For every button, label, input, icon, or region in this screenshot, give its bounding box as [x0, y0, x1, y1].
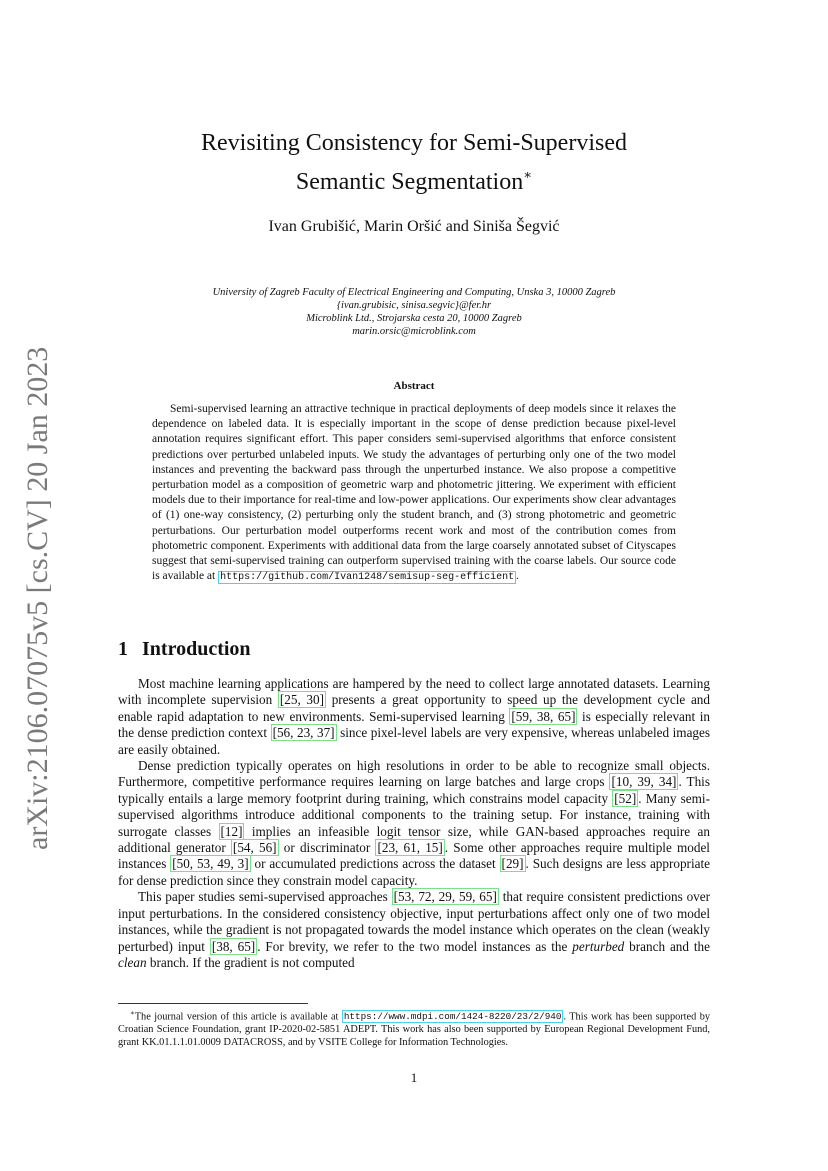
citation-link[interactable]: [56, 23, 37]	[272, 725, 335, 741]
citation-link[interactable]: [10, 39, 34]	[611, 774, 677, 790]
text-run: . This typically entails a large memory footprint during training, which constrains model capacity	[118, 774, 710, 806]
paragraph	[118, 758, 710, 889]
title-line-1: Revisiting Consistency for Semi-Supervised	[201, 130, 627, 156]
affiliation-line: Microblink Ltd., Strojarska cesta 20, 10000 Zagreb	[306, 313, 522, 324]
citation-link[interactable]: [59, 38, 65]	[511, 708, 576, 724]
text-run: that require consistent predictions over input perturbations. In the considered consistency objective, input perturbations affect only one of two model instances, while the gradient is not propagated towards the model instance which operates on the clean (weakly perturbed) input	[118, 889, 710, 954]
text-run: or discriminator	[278, 840, 376, 856]
text-run: Dense prediction typically operates on high resolutions in order to be able to recognize small objects. Furthermore, competitive performance requires learning on large batches and large crops	[118, 758, 710, 790]
body-text	[118, 676, 710, 971]
text-run: branch and the	[624, 938, 711, 954]
title-line-2: Semantic Segmentation	[295, 169, 524, 195]
citation-link[interactable]: [50, 53, 49, 3]	[172, 856, 249, 872]
text-run: since pixel-level labels are very expensive, whereas unlabeled images are easily obtained.	[118, 725, 710, 757]
affiliation-email: marin.orsic@microblink.com	[352, 326, 476, 337]
abstract-text: Semi-supervised learning an attractive technique in practical deployments of deep models since it relaxes the dependence on labeled data. It is especially important in the scope of dense prediction because pixel-level annotation requires significant effort. This paper considers semi-supervised algorithms that enforce consistent predictions over perturbed unlabeled inputs. We study the advantages of perturbing only one of the two model instances and preventing the backward pass through the unperturbed instance. We also propose a competitive perturbation model as a composition of geometric warp and photometric jittering. We experiment with efficient models due to their importance for real-time and low-power applications. Our experiments show clear advantages of (1) one-way consistency, (2) perturbing only the student branch, and (3) strong photometric and geometric perturbations. Our perturbation model outperforms recent work and most of the contribution comes from photometric component. Experiments with additional data from the large coarsely annotated subset of Cityscapes suggest that semi-supervised training can outperform supervised training with the coarse labels. Our source code is available at	[152, 403, 676, 583]
citation-link[interactable]: [38, 65]	[211, 938, 256, 954]
citation-link[interactable]: [53, 72, 29, 59, 65]	[393, 889, 497, 905]
footnote	[118, 1004, 710, 1049]
text-run: This paper studies semi-supervised approaches	[138, 889, 392, 905]
text-run: . This work has been supported by Croatian Science Foundation, grant IP-2020-02-5851 ADEPT. This work has also been supported by European Regional Development Fund, grant KK.01.1.1.01.0009 DATACROSS, and by VSITE College for Information Technologies.	[118, 1011, 710, 1049]
affiliations	[130, 286, 698, 338]
section-title: Introduction	[142, 638, 251, 660]
text-run: or accumulated predictions across the dataset	[250, 856, 500, 872]
paragraph	[118, 889, 710, 971]
emphasis: clean	[118, 954, 147, 970]
text-run: The journal version of this article is available at	[134, 1011, 342, 1023]
title-footnote-mark: ∗	[523, 167, 533, 182]
affiliation-email: {ivan.grubisic, sinisa.segvic}@fer.hr	[336, 300, 492, 311]
citation-link[interactable]: [12]	[220, 823, 243, 839]
text-run: . Many semi-supervised algorithms introduce additional components to the training setup. For instance, training with surrogate classes	[118, 790, 710, 839]
abstract-body: Semi-supervised learning an attractive technique in practical deployments of deep models since it relaxes the dependence on labeled data. It is especially important in the scope of dense prediction because pixel-level annotation requires significant effort. This paper considers semi-supervised algorithms that enforce consistent predictions over perturbed unlabeled inputs. We study the advantages of perturbing only one of the two model instances and preventing the backward pass through the unperturbed instance. We also propose a competitive perturbation model as a composition of geometric warp and photometric jittering. We experiment with efficient models due to their importance for real-time and low-power applications. Our experiments show clear advantages of (1) one-way consistency, (2) perturbing only the student branch, and (3) strong photometric and geometric perturbations. Our perturbation model outperforms recent work and most of the contribution comes from photometric component. Experiments with additional data from the large coarsely annotated subset of Cityscapes suggest that semi-supervised training can outperform supervised training with the coarse labels. Our source code is available at https://github.com/Ivan1248/semisup-seg-efficient .	[152, 403, 676, 584]
citation-link[interactable]: [52]	[614, 790, 637, 806]
paragraph	[118, 676, 710, 758]
section-heading	[118, 638, 251, 661]
text-run: . For brevity, we refer to the two model instances as the	[257, 938, 573, 954]
paper-title	[130, 128, 698, 198]
journal-link[interactable]: https://www.mdpi.com/1424-8220/23/2/940	[343, 1011, 562, 1023]
text-run: Most machine learning applications are hampered by the need to collect large annotated datasets. Learning with incomplete supervision	[118, 676, 710, 708]
citation-link[interactable]: [23, 61, 15]	[377, 840, 443, 856]
citation-link[interactable]: [25, 30]	[279, 692, 325, 708]
author-list: Ivan Grubišić, Marin Oršić and Siniša Šegvić	[268, 218, 560, 235]
footnote-mark: ∗	[130, 1009, 135, 1017]
text-run: is especially relevant in the dense prediction context	[118, 708, 710, 741]
footnote-paragraph	[118, 1007, 710, 1049]
section-number: 1	[118, 638, 128, 660]
arxiv-identifier: arXiv:2106.07075v5 [cs.CV] 20 Jan 2023	[21, 346, 54, 850]
emphasis: perturbed	[572, 938, 625, 954]
citation-link[interactable]: [54, 56]	[232, 840, 277, 856]
source-code-link[interactable]: https://github.com/Ivan1248/semisup-seg-efficient	[220, 572, 515, 584]
citation-link[interactable]: [29]	[501, 856, 524, 872]
text-run: . Such designs are less appropriate for dense prediction since they constrain model capacity.	[118, 856, 710, 888]
text-run: branch. If the gradient is not computed	[146, 954, 355, 970]
text-run: presents a great opportunity to speed up the development cycle and enable rapid adaptation to new environments. Semi-supervised learning	[118, 692, 710, 724]
page-number: 1	[410, 1070, 418, 1085]
affiliation-line: University of Zagreb Faculty of Electrical Engineering and Computing, Unska 3, 10000 Zagreb	[212, 287, 616, 298]
text-run: implies an infeasible logit tensor size, while GAN-based approaches require an additional generator	[118, 823, 711, 856]
text-run: . Some other approaches require multiple model instances	[118, 840, 710, 872]
abstract-heading: Abstract	[393, 380, 435, 392]
arxiv-side-stamp	[18, 346, 58, 850]
